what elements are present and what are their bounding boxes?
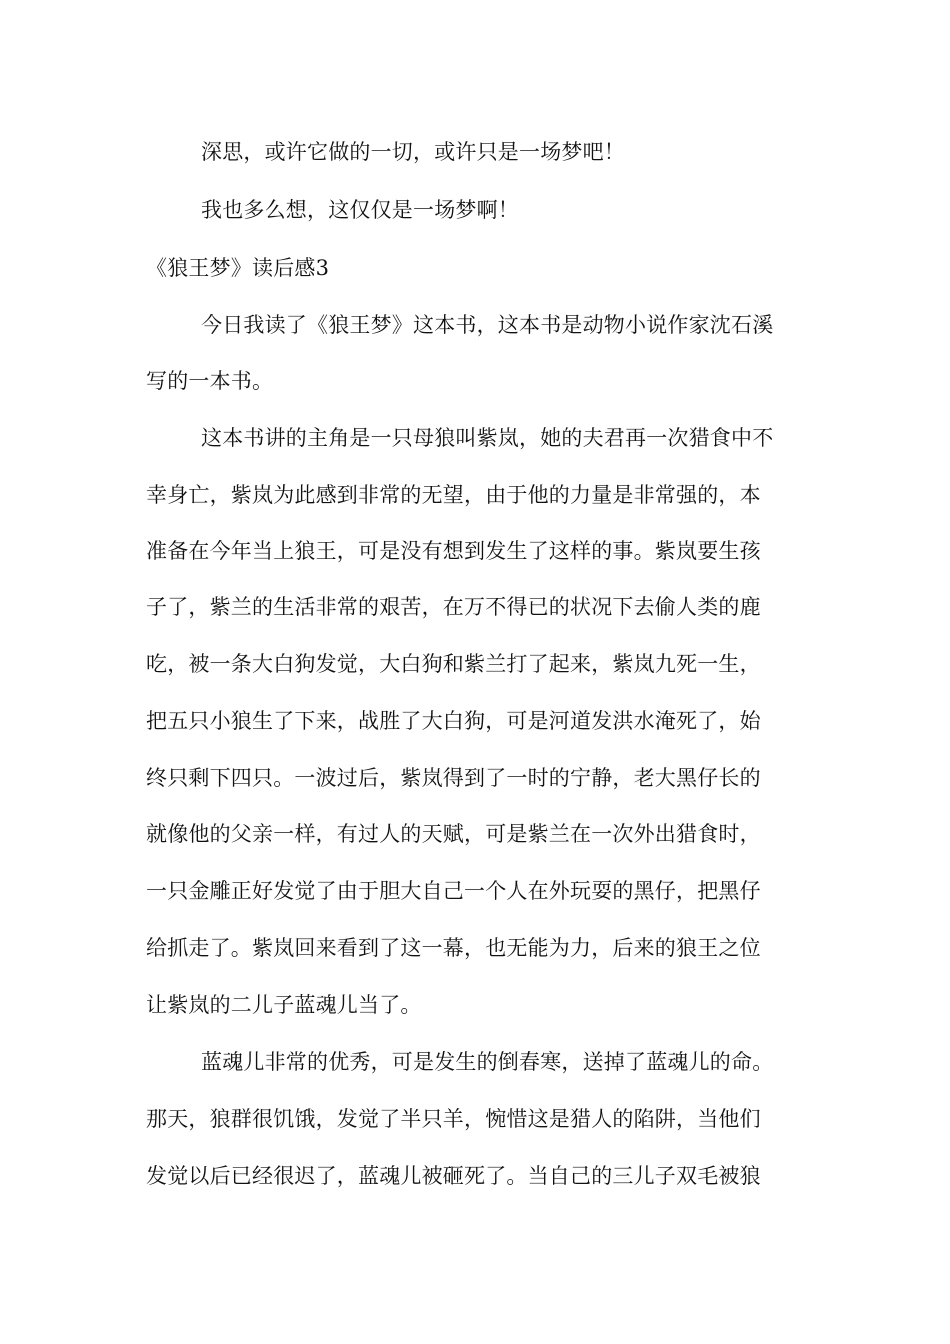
- text-line: 吃，被一条大白狗发觉，大白狗和紫兰打了起来，紫岚九死一生，: [146, 652, 761, 676]
- text-line: 一只金雕正好发觉了由于胆大自己一个人在外玩耍的黑仔，把黑仔: [146, 879, 761, 903]
- section-heading: 《狼王梦》读后感3: [146, 256, 330, 280]
- text-line: 我也多么想，这仅仅是一场梦啊！: [201, 198, 519, 222]
- text-line: 子了，紫兰的生活非常的艰苦，在万不得已的状况下去偷人类的鹿: [146, 595, 761, 619]
- text-line: 就像他的父亲一样，有过人的天赋，可是紫兰在一次外出猎食时，: [146, 822, 761, 846]
- text-line: 发觉以后已经很迟了，蓝魂儿被砸死了。当自己的三儿子双毛被狼: [146, 1164, 761, 1188]
- text-line: 那天，狼群很饥饿，发觉了半只羊，惋惜这是猎人的陷阱，当他们: [146, 1107, 761, 1131]
- text-line: 终只剩下四只。一波过后，紫岚得到了一时的宁静，老大黑仔长的: [146, 766, 761, 790]
- text-line: 把五只小狼生了下来，战胜了大白狗，可是河道发洪水淹死了，始: [146, 709, 761, 733]
- text-line: 幸身亡，紫岚为此感到非常的无望，由于他的力量是非常强的，本: [146, 483, 761, 507]
- text-line: 让紫岚的二儿子蓝魂儿当了。: [146, 993, 422, 1017]
- text-line: 这本书讲的主角是一只母狼叫紫岚，她的夫君再一次猎食中不: [201, 426, 774, 450]
- text-line: 深思，或许它做的一切，或许只是一场梦吧！: [201, 140, 625, 164]
- text-line: 蓝魂儿非常的优秀，可是发生的倒春寒，送掉了蓝魂儿的命。: [201, 1050, 774, 1074]
- text-line: 今日我读了《狼王梦》这本书，这本书是动物小说作家沈石溪: [201, 313, 774, 337]
- text-line: 准备在今年当上狼王，可是没有想到发生了这样的事。紫岚要生孩: [146, 539, 761, 563]
- text-line: 给抓走了。紫岚回来看到了这一幕，也无能为力，后来的狼王之位: [146, 936, 761, 960]
- text-line: 写的一本书。: [146, 369, 274, 393]
